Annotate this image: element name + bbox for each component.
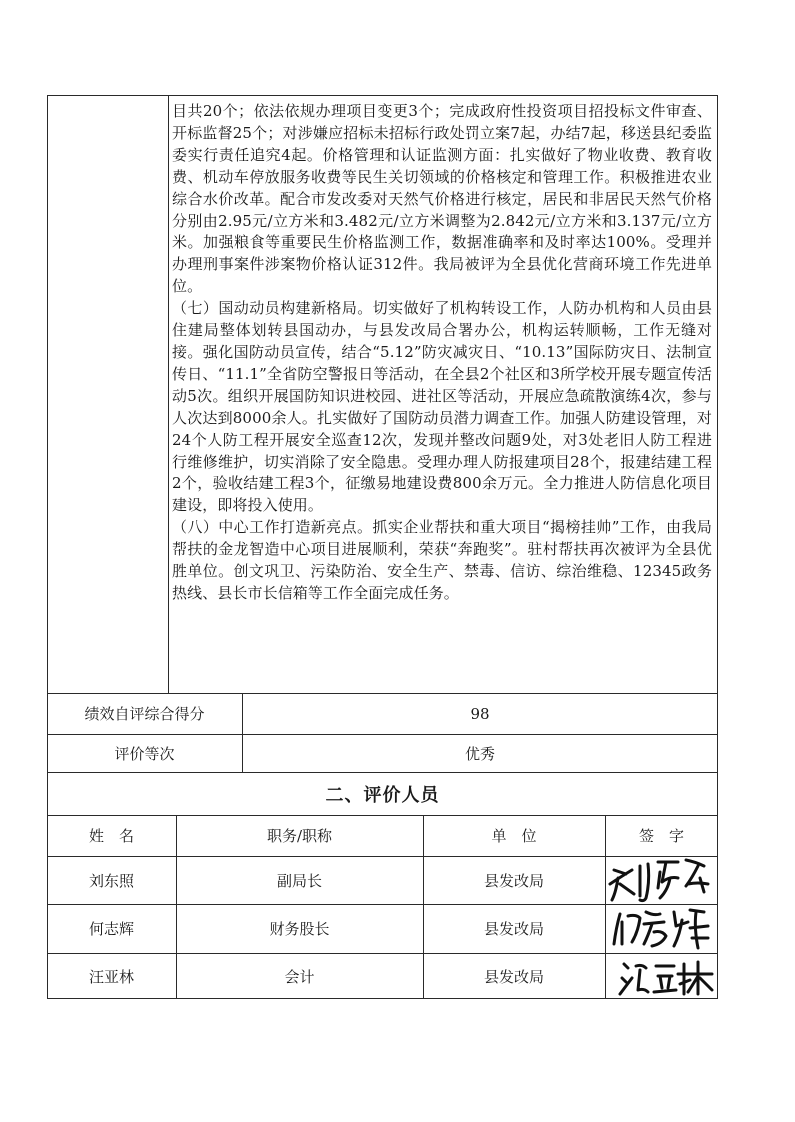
paragraph: 目共20个；依法依规办理项目变更3个；完成政府性投资项目招投标文件审查、开标监督25个；对涉嫌应招标未招标行政处罚立案7起，办结7起，移送县纪委监委实行责任追究4起。价格管理和认证监测方面：扎实做好了物业收费、教育收费、机动车停放服务收费等民生关切领域的价格核定和管理工作。积极推进农业综合水价改革。配合市发改委对天然气价格进行核定，居民和非居民天然气价格分别由2.95元/立方米和3.482元/立方米调整为2.842元/立方米和3.137元/立方米。加强粮食等重要民生价格监测工作，数据准确率和及时率达100%。受理并办理刑事案件涉案物价格认证312件。我局被评为全县优化营商环境工作先进单位。 bbox=[172, 102, 712, 296]
score-label: 绩效自评综合得分 bbox=[84, 705, 205, 723]
person-unit: 县发改局 bbox=[483, 967, 544, 986]
person-name: 汪亚林 bbox=[88, 967, 134, 986]
header-signature: 签 字 bbox=[638, 827, 684, 845]
person-position: 财务股长 bbox=[269, 920, 330, 938]
person-position: 副局长 bbox=[276, 871, 322, 890]
person-name: 何志辉 bbox=[88, 920, 134, 938]
section-title: 二、评价人员 bbox=[325, 784, 440, 806]
signature-he bbox=[608, 898, 718, 956]
person-name: 刘东照 bbox=[88, 871, 134, 890]
paragraph: （八）中心工作打造新亮点。抓实企业帮扶和重大项目“揭榜挂帅”工作，由我局帮扶的金龙智造中心项目进展顺利，荣获“奔跑奖”。驻村帮扶再次被评为全县优胜单位。创文巩卫、污染防治、安全生产、禁毒、信访、综治维稳、12345政务热线、县长市长信箱等工作全面完成任务。 bbox=[172, 518, 712, 602]
header-name: 姓 名 bbox=[88, 827, 134, 845]
header-position: 职务/职称 bbox=[266, 827, 333, 845]
grade-value: 优秀 bbox=[464, 744, 495, 763]
score-value: 98 bbox=[470, 704, 490, 723]
signature-wang bbox=[614, 952, 718, 1000]
grade-label: 评价等次 bbox=[114, 744, 175, 763]
person-unit: 县发改局 bbox=[483, 871, 544, 890]
person-unit: 县发改局 bbox=[483, 920, 544, 938]
narrative-text bbox=[172, 101, 712, 605]
person-position: 会计 bbox=[284, 967, 315, 986]
paragraph: （七）国动动员构建新格局。切实做好了机构转设工作，人防办机构和人员由县住建局整体划转县国动办，与县发改局合署办公，机构运转顺畅，工作无缝对接。强化国防动员宣传，结合“5.12”防灾减灾日、“10.13”国际防灾日、法制宣传日、“11.1”全省防空警报日等活动，在全县2个社区和3所学校开展专题宣传活动5次。组织开展国防知识进校园、进社区等活动，开展应急疏散演练4次，参与人次达到8000余人。扎实做好了国防动员潜力调查工作。加强人防建设管理，对24个人防工程开展安全巡查12次，发现并整改问题9处，对3处老旧人防工程进行维修维护，切实消除了安全隐患。受理办理人防报建项目28个，报建结建工程2个，验收结建工程3个，征缴易地建设费800余万元。全力推进人防信息化项目建设，即将投入使用。 bbox=[172, 299, 712, 515]
narrative-column-divider bbox=[168, 95, 169, 693]
header-unit: 单 位 bbox=[491, 827, 537, 845]
